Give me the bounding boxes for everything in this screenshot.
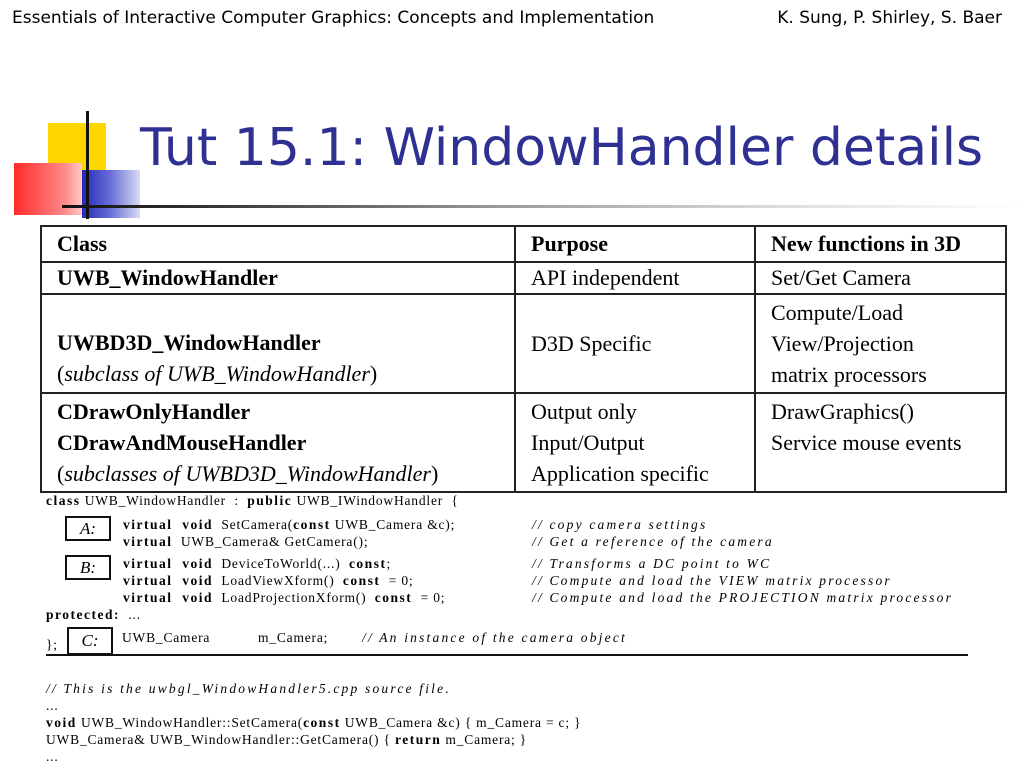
- purpose-cell: [515, 393, 755, 492]
- code-comment: // Compute and load the PROJECTION matrix processor: [532, 590, 954, 605]
- code-line: void UWB_WindowHandler::SetCamera(const UWB_Camera &c) { m_Camera = c; }: [46, 715, 582, 730]
- purpose-line: Input/Output: [531, 430, 645, 455]
- class-cell: [41, 393, 515, 492]
- purpose-line: Application specific: [531, 461, 709, 486]
- header-class: Class: [41, 226, 515, 262]
- code-line: virtual void LoadProjectionXform() const = 0;: [123, 590, 446, 605]
- class-note: (subclasses of UWBD3D_WindowHandler): [57, 461, 439, 486]
- label-box-a: A:: [65, 516, 111, 541]
- class-name: CDrawAndMouseHandler: [57, 430, 307, 455]
- code-line: m_Camera;: [258, 630, 329, 645]
- code-comment: // An instance of the camera object: [362, 630, 627, 645]
- table-row: [41, 393, 1006, 492]
- code-ellipsis: ...: [46, 749, 59, 764]
- code-line: virtual void DeviceToWorld(...) const;: [123, 556, 391, 571]
- horizontal-line-decoration: [62, 205, 1022, 208]
- code-line: virtual void SetCamera(const UWB_Camera &c);: [123, 517, 456, 532]
- class-cell: [41, 294, 515, 393]
- functions-cell: [755, 294, 1006, 393]
- purpose-cell: API independent: [515, 262, 755, 294]
- class-note: (subclass of UWB_WindowHandler): [57, 360, 378, 386]
- function-line: Service mouse events: [771, 430, 962, 455]
- code-line: UWB_Camera& UWB_WindowHandler::GetCamera() { return m_Camera; }: [46, 732, 528, 747]
- header-authors: K. Sung, P. Shirley, S. Baer: [777, 8, 1002, 28]
- code-line: virtual UWB_Camera& GetCamera();: [123, 534, 369, 549]
- code-comment: // Compute and load the VIEW matrix processor: [532, 573, 892, 588]
- purpose-line: Output only: [531, 399, 637, 424]
- function-line: DrawGraphics(): [771, 399, 914, 424]
- vertical-line-decoration: [86, 111, 89, 219]
- code-comment: // This is the uwbgl_WindowHandler5.cpp source file.: [46, 681, 451, 696]
- header-purpose: Purpose: [515, 226, 755, 262]
- label-box-c: C:: [67, 627, 113, 655]
- table-row: [41, 294, 1006, 393]
- function-line: Compute/Load: [771, 300, 903, 325]
- code-comment: // Transforms a DC point to WC: [532, 556, 772, 571]
- code-class-declaration: class UWB_WindowHandler : public UWB_IWindowHandler {: [46, 493, 459, 508]
- divider-line: [46, 654, 968, 656]
- header-functions: New functions in 3D: [755, 226, 1006, 262]
- code-comment: // Get a reference of the camera: [532, 534, 774, 549]
- header-book-title: Essentials of Interactive Computer Graphics: Concepts and Implementation: [12, 8, 655, 28]
- code-line: UWB_Camera: [122, 630, 211, 645]
- code-comment: // copy camera settings: [532, 517, 708, 532]
- code-ellipsis: ...: [46, 698, 59, 713]
- table-row: [41, 262, 1006, 294]
- slide-logo-graphic: [0, 108, 160, 223]
- functions-cell: Set/Get Camera: [755, 262, 1006, 294]
- functions-cell: [755, 393, 1006, 492]
- function-line: matrix processors: [771, 362, 927, 387]
- label-box-b: B:: [65, 555, 111, 580]
- class-name: CDrawOnlyHandler: [57, 399, 251, 424]
- code-close-brace: };: [46, 637, 58, 652]
- slide-title: Tut 15.1: WindowHandler details: [140, 118, 984, 178]
- code-line: virtual void LoadViewXform() const = 0;: [123, 573, 414, 588]
- window-handler-table: [40, 225, 1007, 493]
- table-header-row: [41, 226, 1006, 262]
- blue-square-decoration: [82, 170, 140, 218]
- purpose-cell: D3D Specific: [515, 294, 755, 393]
- code-protected: protected: ...: [46, 607, 141, 622]
- class-cell: UWB_WindowHandler: [41, 262, 515, 294]
- class-name: UWBD3D_WindowHandler: [57, 329, 321, 355]
- function-line: View/Projection: [771, 331, 914, 356]
